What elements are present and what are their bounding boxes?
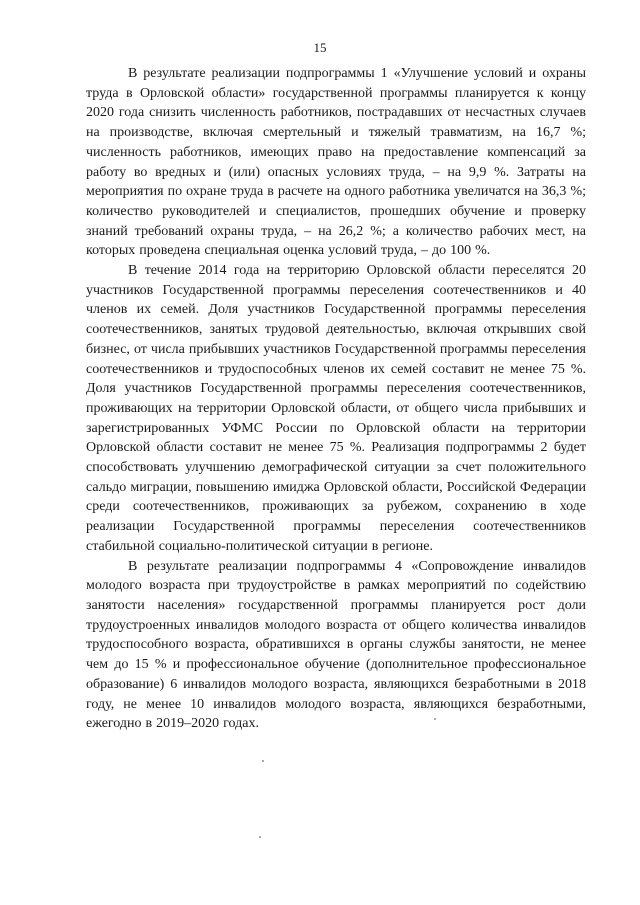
body-text xyxy=(86,64,586,734)
paragraph-resettlement-2014: В течение 2014 года на территорию Орловской области переселятся 20 участников Государственной программы переселения соотечественников и 40 членов их семей. Доля участников Государственной программы переселения соотечественников, занятых трудовой деятельностью, включая открывших свой бизнес, от числа прибывших участников Государственной программы переселения соотечественников и трудоспособных членов их семей составит не менее 75 %. Доля участников Государственной программы переселения соотечественников, проживающих на территории Орловской области, от общего числа прибывших и зарегистрированных УФМС России по Орловской области на территории Орловской области составит не менее 75 %. Реализация подпрограммы 2 будет способствовать улучшению демографической ситуации за счет положительного сальдо миграции, повышению имиджа Орловской области, Российской Федерации среди соотечественников, проживающих за рубежом, сохранению в ходе реализации Государственной программы переселения соотечественников стабильной социально-политической ситуации в регионе. xyxy=(86,263,586,554)
scan-speck xyxy=(434,718,436,720)
paragraph-subprogram-4-results: В результате реализации подпрограммы 4 «Сопровождение инвалидов молодого возраста при трудоустройстве в рамках мероприятий по содействию занятости населения» государственной программы планируется рост доли трудоустроенных инвалидов молодого возраста от общего количества инвалидов трудоспособного возраста, обратившихся в органы службы занятости, не менее чем до 15 % и профессиональное обучение (дополнительное профессиональное образование) 6 инвалидов молодого возраста, являющихся безработными в 2018 году, не менее 10 инвалидов молодого возраста, являющихся безработными, ежегодно в 2019–2020 годах. xyxy=(86,558,586,732)
paragraph-subprogram-1-results: В результате реализации подпрограммы 1 «Улучшение условий и охраны труда в Орловской области» государственной программы планируется к концу 2020 года снизить численность работников, пострадавших от несчастных случаев на производстве, включая смертельный и тяжелый травматизм, на 16,7 %; численность работников, имеющих право на предоставление компенсаций за работу во вредных и (или) опасных условиях труда, – на 9,9 %. Затраты на мероприятия по охране труда в расчете на одного работника увеличатся на 36,3 %; количество руководителей и специалистов, прошедших обучение и проверку знаний требований охраны труда, – на 26,2 %; а количество рабочих мест, на которых проведена специальная оценка условий труда, – до 100 %. xyxy=(86,66,586,259)
page-number: 15 xyxy=(313,40,327,55)
scan-speck xyxy=(259,836,261,838)
scan-speck xyxy=(262,760,264,762)
